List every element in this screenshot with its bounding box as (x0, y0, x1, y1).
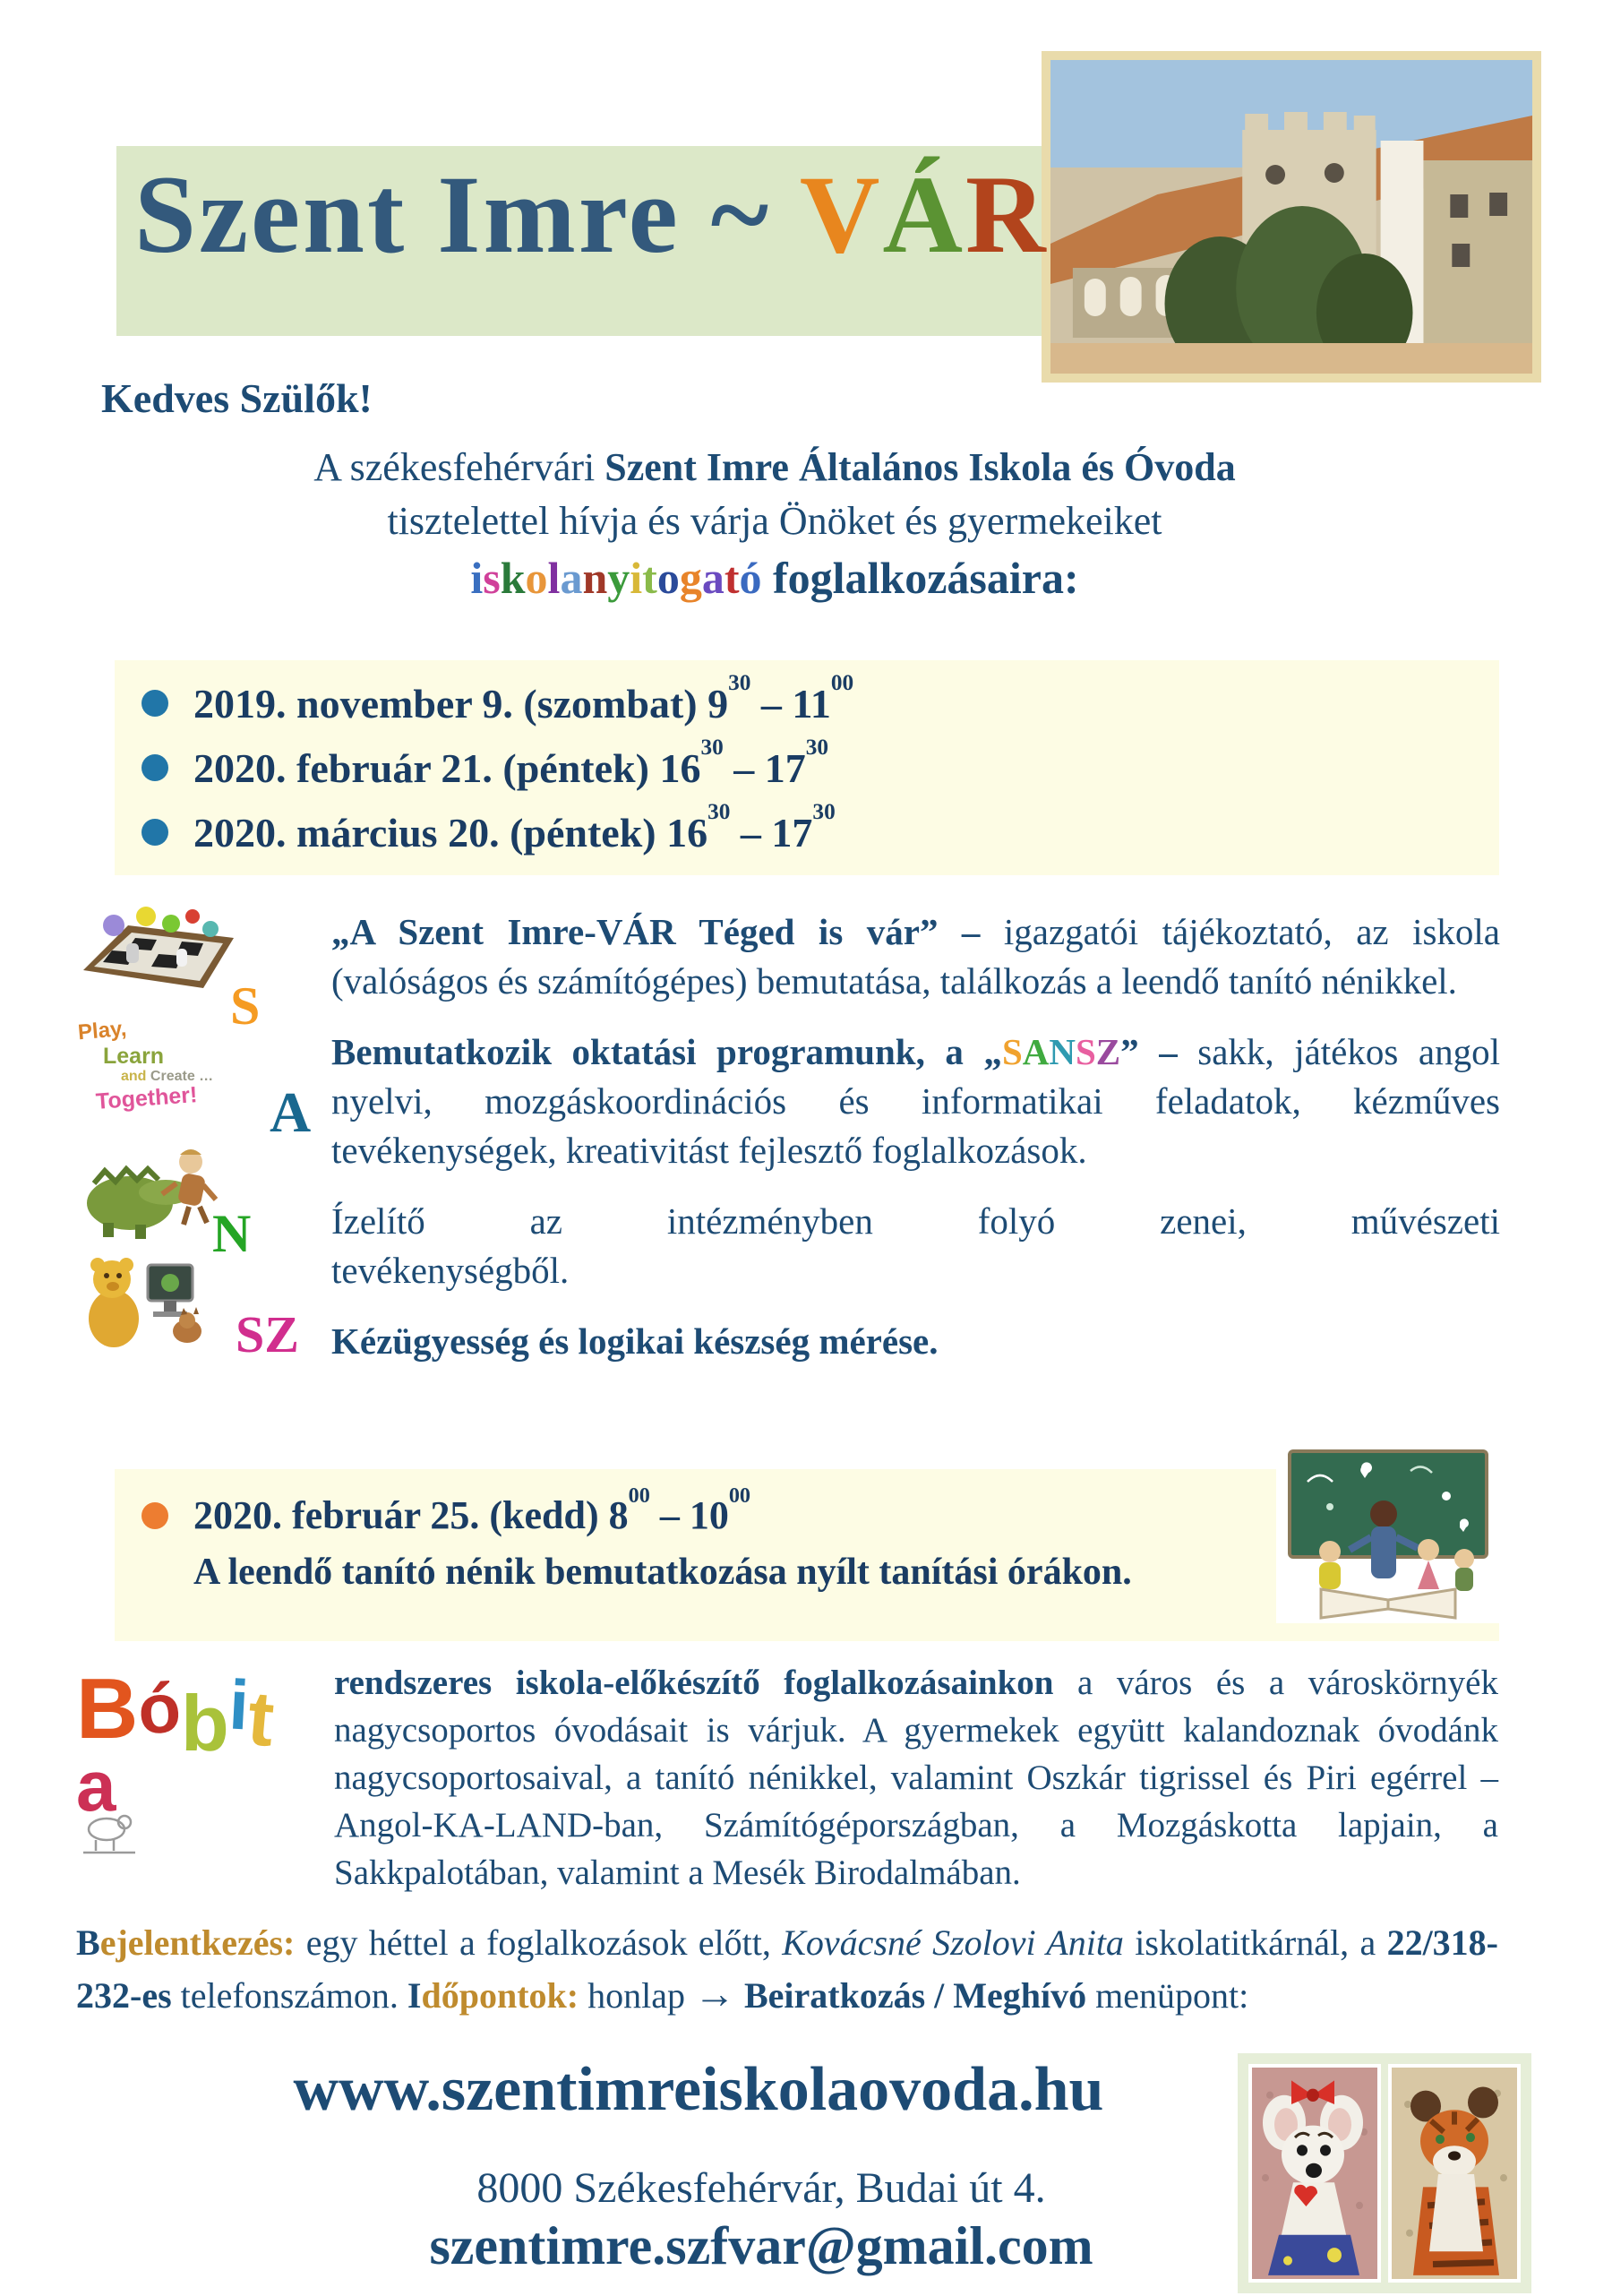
secretary-name: Kovácsné Szolovi Anita (782, 1922, 1124, 1963)
bobita-lead: rendszeres iskola-előkészítő foglalkozásainkon (334, 1664, 1054, 1702)
february-event-description: A leendő tanító nénik bemutatkozása nyílt tanítási órákon. (193, 1552, 1132, 1593)
website-link[interactable]: www.szentimreiskolaovoda.hu (293, 2055, 1104, 2124)
title-main: Szent Imre ~ (134, 153, 800, 276)
time-sup: 30 (707, 799, 731, 825)
title-var-word: VÁR (799, 153, 1049, 276)
signup-text3: telefonszámon. (171, 1975, 407, 2016)
signup-label2: dőpontok: (421, 1975, 579, 2016)
chess-illustration (76, 900, 237, 990)
event-date-row (115, 671, 1499, 735)
email-link[interactable]: szentimre.szfvar@gmail.com (429, 2216, 1093, 2275)
sansz-letters-sz: SZ (236, 1305, 299, 1363)
time-sup: 30 (812, 799, 836, 825)
castle-image (1042, 51, 1541, 383)
signup-text1: egy héttel a foglalkozások előtt, (295, 1922, 783, 1963)
intro-line-1 (116, 444, 1433, 490)
intro-line-2: tisztelettel hívja és várja Önöket és gyermekeiket (387, 499, 1162, 543)
rainbow-word: iskolanyitogató (470, 553, 762, 603)
sansz-letter-n: N (212, 1204, 252, 1263)
time-sup: 00 (830, 670, 854, 696)
intro-line3-rest: foglalkozásaira: (761, 553, 1079, 603)
signup-text4: honlap (579, 1975, 694, 2016)
bullet-icon (141, 819, 168, 846)
bobita-body: a város és a városkörnyék nagycsoportos óvodásait is várjuk. A gyermekek együtt kalandoznak óvodánk nagycsoportosaival, a tanító nénikkel, valamint Oszkár tigrissel és Piri egérrel – Angol-KA-LAND-ban, Számítógépországban, a Mozgáskotta lapjain, a Sakkpalotában, valamint a Mesék Birodalmában. (334, 1664, 1498, 1892)
event-date-row (115, 735, 1499, 800)
date-main: 2020. február 21. (péntek) 16 (193, 744, 701, 791)
sansz-letter-s: S (230, 976, 261, 1036)
para1-body: igazgatói tájékoztató, az iskola (valóságos és számítógépes) bemutatása, találkozás a leendő tanító nénikkel. (331, 911, 1501, 1002)
signup-label1: ejelentkezés: (99, 1922, 296, 1963)
page-title (134, 153, 1049, 276)
chess-image (76, 900, 237, 990)
mouse-puppet-photo (1248, 2064, 1381, 2283)
signup-label1-initial: B (76, 1922, 100, 1963)
time-sup: 30 (805, 735, 829, 761)
signup-label2-initial: I (407, 1975, 422, 2016)
bobita-logo (76, 1659, 311, 1856)
greeting-heading: Kedves Szülők! (101, 375, 373, 421)
and-word: and (121, 1069, 147, 1085)
sansz-paragraph-4: Kézügyesség és logikai készség mérése. (331, 1320, 939, 1362)
play-learn-logo (76, 1016, 235, 1119)
arrow-right-icon: → (693, 1971, 735, 2017)
tiger-puppet-photo (1388, 2064, 1521, 2283)
create-word: Create … (150, 1069, 214, 1085)
classroom-illustration (1276, 1444, 1500, 1623)
school-address: 8000 Székesfehérvár, Budai út 4. (476, 2164, 1046, 2212)
crocodile-illustration (76, 1131, 233, 1241)
signup-text5: menüpont: (1086, 1975, 1249, 2016)
play-word: Play, (76, 1016, 128, 1045)
signup-paragraph (76, 1917, 1498, 2021)
bear-illustration (76, 1245, 210, 1351)
sansz-paragraph-1 (331, 907, 1500, 1006)
sansz-section (76, 900, 1500, 1465)
puppets-photos (1238, 2053, 1531, 2293)
sansz-paragraph-3 (331, 1197, 1500, 1295)
phone-number: 22/318-232-es (76, 1922, 1498, 2016)
classroom-image (1276, 1444, 1500, 1623)
crocodile-image (76, 1131, 233, 1241)
date-dash: – 11 (750, 680, 831, 727)
february-date-text (193, 1483, 751, 1538)
date-main: 2019. november 9. (szombat) 9 (193, 680, 729, 727)
event-date-text (193, 735, 829, 792)
sansz-paragraphs (331, 907, 1500, 1388)
para3-line2: tevékenységből. (331, 1250, 570, 1291)
bobita-letters: Bóbita (76, 1661, 279, 1826)
intro-line-3 (116, 552, 1433, 604)
bobita-section (76, 1659, 1498, 1896)
time-sup: 00 (628, 1483, 650, 1509)
date-dash: – 17 (730, 809, 813, 856)
mouse-puppet-illustration (1252, 2068, 1377, 2279)
orange-bullet-icon (141, 1502, 168, 1529)
sansz-word: SANSZ (1001, 1031, 1121, 1072)
para2-body: sakk, játékos angol nyelvi, mozgáskoordinációs és informatikai feladatok, kézműves tevékenységek, kreativitást fejlesztő foglalkozások. (331, 1031, 1500, 1171)
school-name: Szent Imre Általános Iskola és Óvoda (604, 445, 1236, 489)
para3-line1: Ízelítő az intézményben folyó zenei, művészeti (331, 1200, 1500, 1242)
sansz-paragraph-2 (331, 1028, 1500, 1175)
date-main: 2020. február 25. (kedd) 8 (193, 1493, 629, 1537)
castle-illustration (1050, 60, 1532, 374)
sansz-letter-a: A (270, 1080, 312, 1144)
bear-computer-image (76, 1245, 210, 1351)
event-date-text (193, 670, 854, 727)
intro-line1-pre: A székesfehérvári (313, 445, 605, 489)
date-main: 2020. március 20. (péntek) 16 (193, 809, 708, 856)
date-dash: – 10 (649, 1493, 729, 1537)
bullet-icon (141, 754, 168, 781)
para2-lead-end: ” – (1120, 1031, 1198, 1072)
sheep-doodle-icon (76, 1804, 141, 1856)
signup-text2: iskolatitkárnál, a (1123, 1922, 1387, 1963)
time-sup: 30 (728, 670, 751, 696)
learn-word: Learn (103, 1043, 165, 1069)
time-sup: 30 (700, 735, 724, 761)
menu-path: Beiratkozás / Meghívó (734, 1975, 1087, 2016)
event-dates-box (115, 660, 1499, 875)
tiger-puppet-illustration (1392, 2068, 1517, 2279)
para2-lead: Bemutatkozik oktatási programunk, a „ (331, 1031, 1002, 1072)
together-word: Together! (95, 1081, 199, 1114)
bullet-icon (141, 690, 168, 717)
time-sup: 00 (728, 1483, 751, 1509)
event-date-text (193, 799, 836, 856)
event-date-row (115, 800, 1499, 864)
para1-lead: „A Szent Imre-VÁR Téged is vár” – (331, 911, 1004, 952)
date-dash: – 17 (723, 744, 806, 791)
